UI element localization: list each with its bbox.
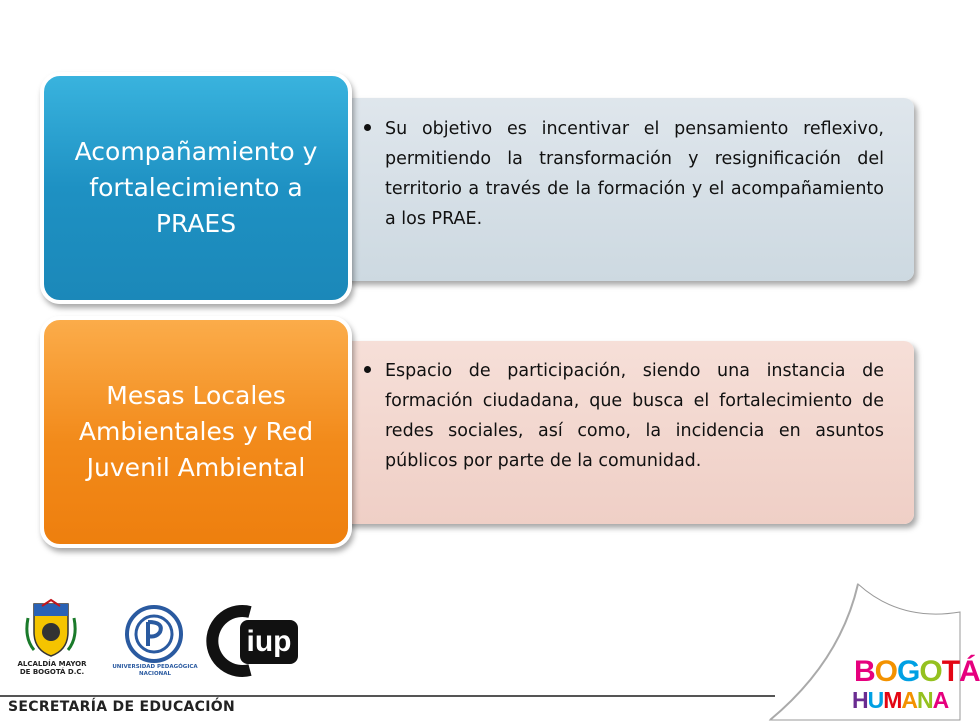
humana-letter: A — [932, 687, 949, 713]
bogota-letter: Á — [959, 655, 980, 688]
footer-divider — [0, 695, 775, 697]
humana-letter: U — [867, 687, 884, 713]
humana-letter: H — [852, 687, 868, 713]
bullet-icon — [364, 124, 371, 131]
humana-letter: M — [883, 687, 902, 713]
iup-logo-text: iup — [246, 625, 292, 658]
bogota-letter: O — [874, 655, 898, 688]
bogota-letter: T — [941, 655, 960, 688]
upn-seal-icon — [124, 604, 184, 664]
upn-caption-line1: UNIVERSIDAD PEDAGÓGICA — [112, 664, 198, 670]
upn-caption — [108, 664, 202, 678]
bullet-icon — [364, 366, 371, 373]
alcaldia-caption-line2: DE BOGOTÁ D.C. — [19, 668, 85, 676]
humana-wordmark — [852, 688, 948, 712]
upn-logo — [124, 604, 184, 664]
iup-logo-icon — [210, 606, 300, 676]
description-box-mesas — [300, 341, 914, 524]
bullet-item — [364, 356, 884, 476]
description-text-mesas: Espacio de participación, siendo una instancia de formación ciudadana, que busca el fortalecimiento de redes sociales, así como, la incidencia en asuntos públicos por parte de la comunidad. — [385, 361, 884, 471]
iup-logo — [210, 606, 300, 676]
label-box-mesas — [40, 316, 352, 548]
label-box-praes — [40, 72, 352, 304]
description-text-praes: Su objetivo es incentivar el pensamiento reflexivo, permitiendo la transformación y resignificación del territorio a través de la formación y el acompañamiento a los PRAE. — [385, 119, 884, 229]
bogota-letter: O — [919, 655, 942, 688]
alcaldia-caption — [6, 660, 98, 676]
alcaldia-caption-line1: ALCALDÍA MAYOR — [17, 660, 87, 668]
coat-of-arms-icon — [20, 598, 82, 660]
bullet-item — [364, 114, 884, 234]
humana-letter: N — [917, 687, 933, 713]
description-box-praes — [300, 98, 914, 281]
label-praes: Acompañamiento y fortalecimiento a PRAES — [74, 137, 318, 238]
humana-letter: A — [901, 687, 918, 713]
bogota-letter: G — [897, 655, 920, 688]
secretaria-label: SECRETARÍA DE EDUCACIÓN — [8, 699, 235, 715]
bogota-wordmark — [854, 655, 980, 688]
upn-caption-line2: NACIONAL — [139, 671, 171, 677]
bogota-letter: B — [854, 655, 875, 688]
label-mesas: Mesas Locales Ambientales y Red Juvenil Ambiental — [78, 381, 314, 482]
